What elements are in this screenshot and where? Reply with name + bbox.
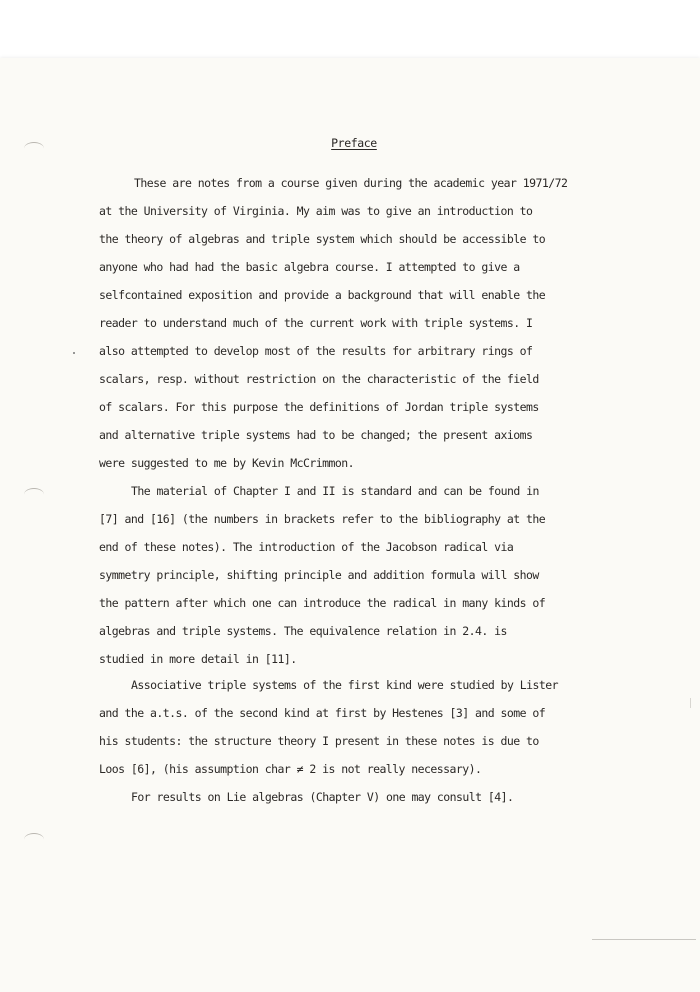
text-line: studied in more detail in [11].: [99, 652, 297, 666]
text-line: anyone who had had the basic algebra course. I attempted to give a: [99, 260, 520, 274]
text-line: his students: the structure theory I present in these notes is due to: [99, 734, 539, 748]
text-line: symmetry principle, shifting principle and addition formula will show: [99, 568, 539, 582]
punch-hole-mark-bottom: [24, 833, 44, 846]
text-line: algebras and triple systems. The equivalence relation in 2.4. is: [99, 624, 507, 638]
punch-hole-mark-middle: [24, 488, 44, 501]
text-line: The material of Chapter I and II is standard and can be found in: [131, 484, 539, 498]
scan-edge-mark: [690, 698, 691, 708]
text-line: reader to understand much of the current work with triple systems. I: [99, 316, 533, 330]
text-line: and alternative triple systems had to be changed; the present axioms: [99, 428, 533, 442]
page-title: Preface: [331, 136, 377, 150]
text-line: at the University of Virginia. My aim was to give an introduction to: [99, 204, 533, 218]
text-line: were suggested to me by Kevin McCrimmon.: [99, 456, 354, 470]
text-line: [7] and [16] (the numbers in brackets refer to the bibliography at the: [99, 512, 546, 526]
text-line: Loos [6], (his assumption char ≠ 2 is not really necessary).: [99, 762, 482, 776]
text-line: selfcontained exposition and provide a background that will enable the: [99, 288, 546, 302]
text-line: of scalars. For this purpose the definitions of Jordan triple systems: [99, 400, 539, 414]
document-page: [0, 58, 700, 992]
text-line: the pattern after which one can introduce the radical in many kinds of: [99, 596, 546, 610]
text-line: For results on Lie algebras (Chapter V) one may consult [4].: [131, 790, 514, 804]
text-line: and the a.t.s. of the second kind at first by Hestenes [3] and some of: [99, 706, 546, 720]
text-line: These are notes from a course given during the academic year 1971/72: [134, 176, 568, 190]
scan-speck: [73, 352, 75, 354]
text-line: end of these notes). The introduction of the Jacobson radical via: [99, 540, 514, 554]
text-line: scalars, resp. without restriction on the characteristic of the field: [99, 372, 539, 386]
text-line: Associative triple systems of the first kind were studied by Lister: [131, 678, 559, 692]
text-line: also attempted to develop most of the results for arbitrary rings of: [99, 344, 533, 358]
scan-edge-line: [592, 939, 696, 940]
text-line: the theory of algebras and triple system which should be accessible to: [99, 232, 546, 246]
